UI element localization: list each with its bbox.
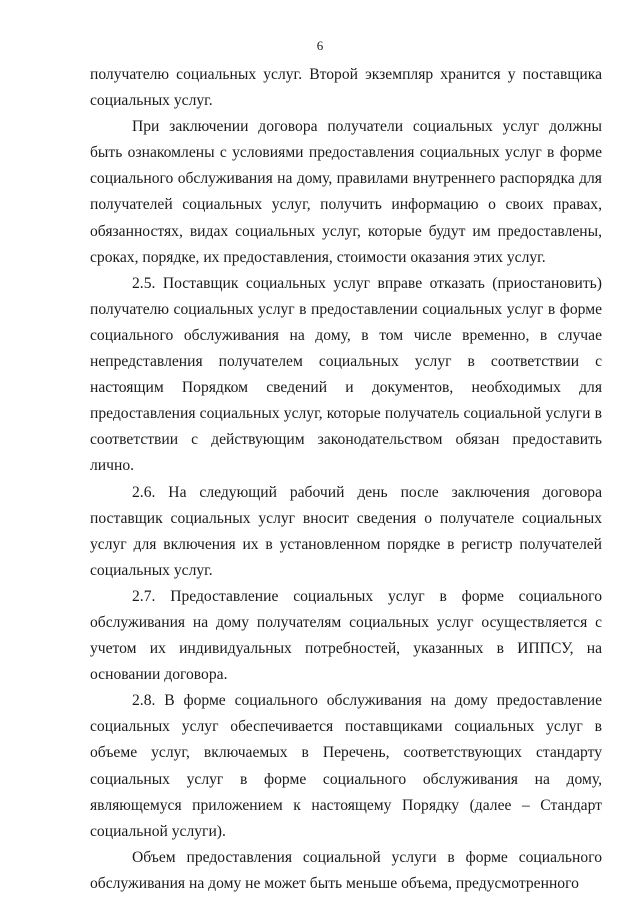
paragraph-2-8: 2.8. В форме социального обслуживания на дому предоставление социальных услуг обеспечивается поставщиками социальных услуг в объеме услуг, включаемых в Перечень, соответствующих стандарту социальных услуг в форме социального обслуживания на дому, являющемуся приложением к настоящему Порядку (далее – Стандарт социальной услуги).: [90, 692, 602, 840]
paragraph-2-6: 2.6. На следующий рабочий день после заключения договора поставщик социальных услуг вносит сведения о получателе социальных услуг для включения их в установленном порядке в регистр получателей социальных услуг.: [90, 483, 602, 579]
paragraph-contract-familiarization: При заключении договора получатели социальных услуг должны быть ознакомлены с условиями предоставления социальных услуг в форме социального обслуживания на дому, правилами внутреннего распорядка для получателей социальных услуг, получить информацию о своих правах, обязанностях, видах социальных услуг, которые будут им предоставлены, сроках, порядке, их предоставления, стоимости оказания этих услуг.: [90, 118, 602, 266]
document-body: [90, 62, 602, 897]
paragraph-service-volume: Объем предоставления социальной услуги в форме социального обслуживания на дому не может быть меньше объема, предусмотренного: [90, 848, 602, 892]
paragraph-2-7: 2.7. Предоставление социальных услуг в форме социального обслуживания на дому получателям социальных услуг осуществляется с учетом их индивидуальных потребностей, указанных в ИППСУ, на основании договора.: [90, 587, 602, 684]
paragraph-continuation: получателю социальных услуг. Второй экземпляр хранится у поставщика социальных услуг.: [90, 66, 602, 110]
paragraph-2-5: 2.5. Поставщик социальных услуг вправе отказать (приостановить) получателю социальных услуг в предоставлении социальных услуг в форме социального обслуживания на дому, в том числе временно, в случае непредставления получателем социальных услуг в соответствии с настоящим Порядком сведений и документов, необходимых для предоставления социальных услуг, которые получатель социальной услуги в соответствии с действующим законодательством обязан предоставить лично.: [90, 274, 602, 475]
page-number: 6: [316, 38, 324, 53]
